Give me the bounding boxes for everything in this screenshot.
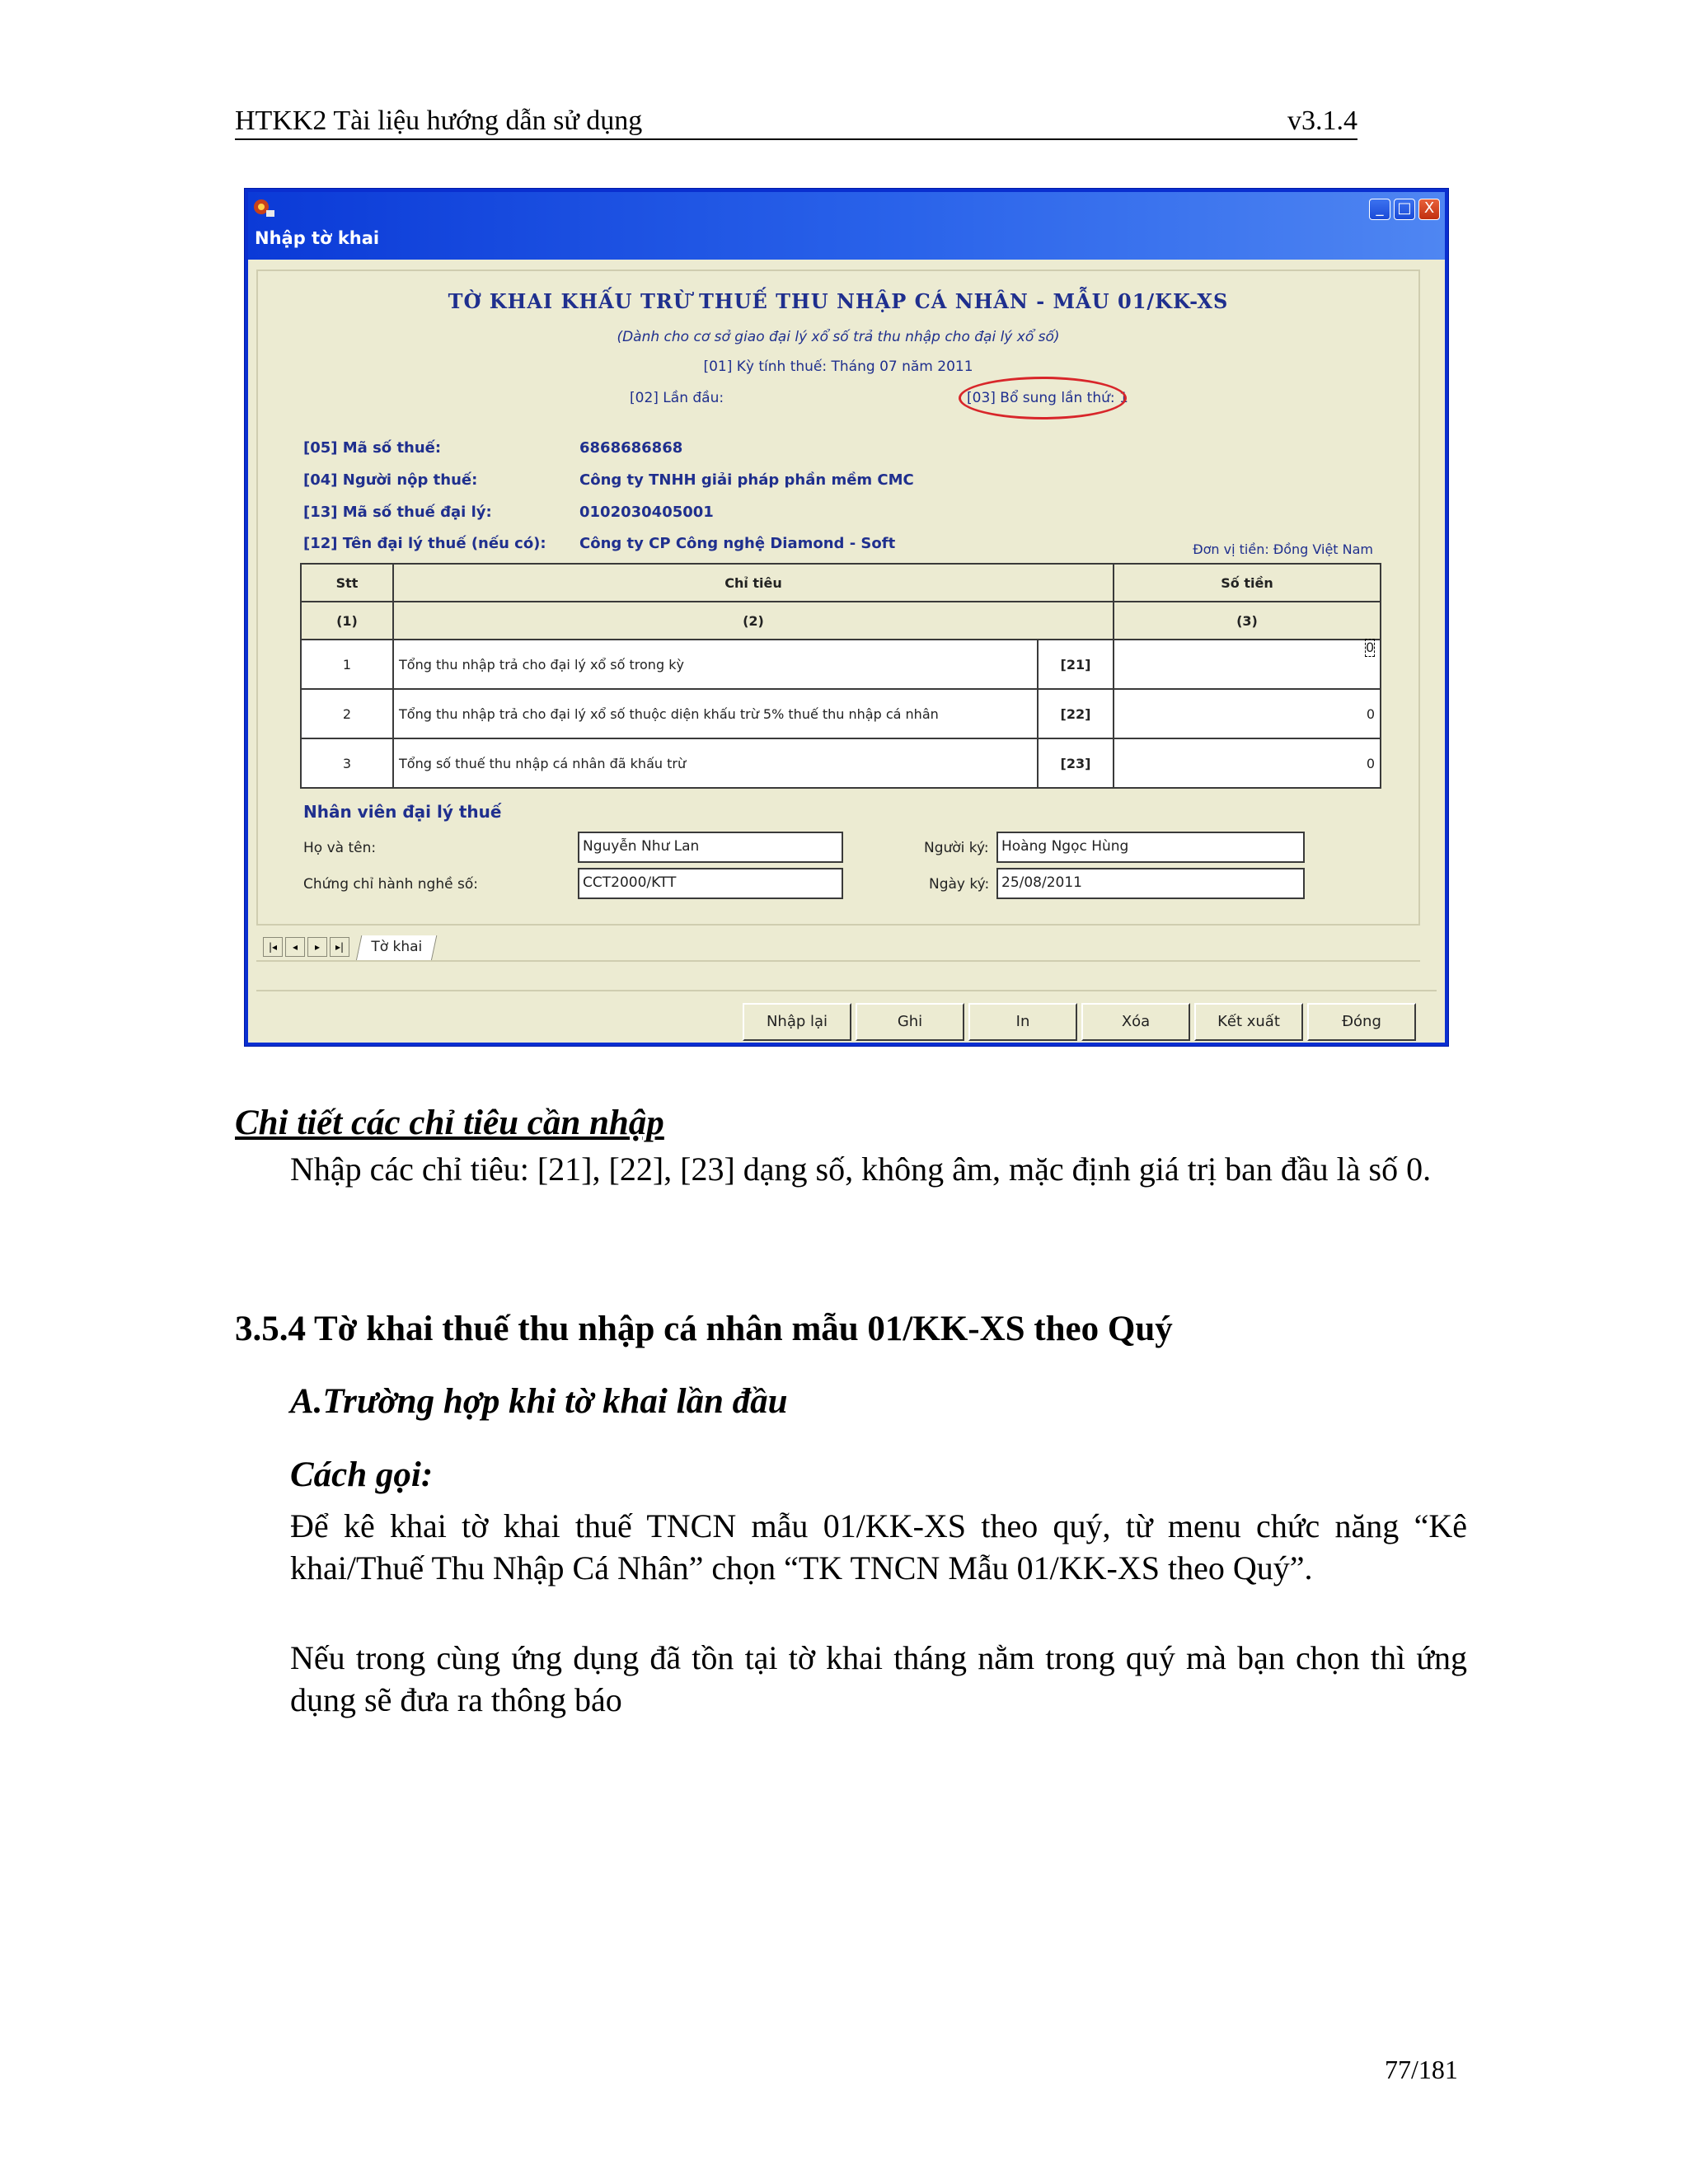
prev-sheet-button[interactable]: ◂ — [285, 937, 305, 957]
agent-name-label: [12] Tên đại lý thuế (nếu có): — [303, 535, 546, 552]
currency-unit: Đơn vị tiền: Đồng Việt Nam — [1193, 541, 1373, 557]
highlight-ellipse — [959, 377, 1127, 419]
row-amount: 0 — [1366, 639, 1375, 655]
header-amount: Số tiền — [1114, 564, 1381, 602]
sign-date-label: Ngày ký: — [929, 876, 990, 893]
window-title: Nhập tờ khai — [255, 228, 380, 248]
window-titlebar — [248, 192, 1445, 260]
call-text: Để kê khai tờ khai thuế TNCN mẫu 01/KK-XS theo quý, từ menu chức năng “Kê khai/Thuế Thu Nhập Cá Nhân” chọn “TK TNCN Mẫu 01/KK-XS theo Quý”. — [290, 1507, 1467, 1586]
next-sheet-button[interactable]: ▸ — [307, 937, 327, 957]
signer-input[interactable]: Hoàng Ngọc Hùng — [996, 832, 1305, 863]
doc-version: v3.1.4 — [1287, 105, 1357, 136]
form-title: TỜ KHAI KHẤU TRỪ THUẾ THU NHẬP CÁ NHÂN - MẪU 01/KK-XS — [448, 289, 1229, 313]
tab-label: Tờ khai — [371, 939, 423, 955]
sub-heading: A.Trường hợp khi tờ khai lần đầu — [290, 1382, 788, 1421]
header-stt: Stt — [301, 564, 393, 602]
table-header-row — [301, 564, 1381, 602]
page-header — [235, 105, 1357, 140]
row-desc: Tổng thu nhập trả cho đại lý xổ số thuộc diện khấu trừ 5% thuế thu nhập cá nhân — [393, 689, 1038, 738]
first-time-label: [02] Lần đầu: — [630, 390, 724, 406]
cert-number-label: Chứng chỉ hành nghề số: — [303, 876, 478, 893]
tab-to-khai[interactable] — [356, 935, 438, 961]
staff-name-input[interactable]: Nguyễn Như Lan — [578, 832, 843, 863]
row-stt: 2 — [301, 689, 393, 738]
subheader-1: (1) — [301, 602, 393, 640]
supplement-count: [03] Bổ sung lần thứ: 1 — [967, 390, 1128, 406]
amount-input-23[interactable]: 0 — [1114, 738, 1381, 788]
row-code: [22] — [1038, 689, 1114, 738]
tax-code-label: [05] Mã số thuế: — [303, 439, 442, 457]
signer-label: Người ký: — [924, 840, 989, 856]
sign-date-input[interactable]: 25/08/2011 — [996, 868, 1305, 899]
detail-text: Nhập các chỉ tiêu: [21], [22], [23] dạng số, không âm, mặc định giá trị ban đầu là số 0. — [290, 1151, 1432, 1188]
agent-name-value: Công ty CP Công nghệ Diamond - Soft — [579, 535, 896, 552]
amount-input-21[interactable] — [1114, 640, 1381, 689]
tax-code-value: 6868686868 — [579, 439, 683, 457]
button-separator — [256, 990, 1437, 991]
declaration-window — [244, 188, 1449, 1047]
row-desc: Tổng thu nhập trả cho đại lý xổ số trong kỳ — [393, 640, 1038, 689]
tax-period: [01] Kỳ tính thuế: Tháng 07 năm 2011 — [703, 359, 973, 375]
row-desc: Tổng số thuế thu nhập cá nhân đã khấu trừ — [393, 738, 1038, 788]
tab-divider — [256, 960, 1420, 962]
detail-heading: Chi tiết các chỉ tiêu cần nhập — [235, 1104, 664, 1142]
cert-number-input[interactable]: CCT2000/KTT — [578, 868, 843, 899]
subheader-3: (3) — [1114, 602, 1381, 640]
close-window-button[interactable]: X — [1418, 199, 1440, 220]
export-button[interactable]: Kết xuất — [1194, 1003, 1303, 1041]
close-button[interactable]: Đóng — [1307, 1003, 1416, 1041]
staff-name-label: Họ và tên: — [303, 840, 377, 856]
reset-button[interactable]: Nhập lại — [743, 1003, 851, 1041]
window-body — [248, 260, 1445, 1043]
form-panel — [256, 269, 1420, 926]
first-sheet-button[interactable]: |◂ — [263, 937, 283, 957]
minimize-button[interactable]: _ — [1369, 199, 1390, 220]
sheet-navigation — [256, 935, 1420, 960]
print-button[interactable]: In — [968, 1003, 1077, 1041]
form-subtitle: (Dành cho cơ sở giao đại lý xổ số trả thu nhập cho đại lý xổ số) — [617, 329, 1060, 345]
note-text: Nếu trong cùng ứng dụng đã tồn tại tờ khai tháng nằm trong quý mà bạn chọn thì ứng dụng sẽ đưa ra thông báo — [290, 1639, 1467, 1718]
amount-input-22[interactable]: 0 — [1114, 689, 1381, 738]
taxpayer-label: [04] Người nộp thuế: — [303, 471, 478, 489]
section-heading: 3.5.4 Tờ khai thuế thu nhập cá nhân mẫu 01/KK-XS theo Quý — [235, 1310, 1173, 1348]
row-code: [21] — [1038, 640, 1114, 689]
agent-tax-code-label: [13] Mã số thuế đại lý: — [303, 504, 492, 521]
header-indicator: Chỉ tiêu — [393, 564, 1114, 602]
table-row — [301, 640, 1381, 689]
table-row — [301, 689, 1381, 738]
declaration-table — [300, 563, 1381, 789]
row-stt: 1 — [301, 640, 393, 689]
agent-tax-code-value: 0102030405001 — [579, 504, 714, 521]
maximize-button[interactable]: □ — [1394, 199, 1415, 220]
last-sheet-button[interactable]: ▸| — [330, 937, 349, 957]
delete-button[interactable]: Xóa — [1081, 1003, 1190, 1041]
save-button[interactable]: Ghi — [856, 1003, 964, 1041]
subheader-2: (2) — [393, 602, 1114, 640]
doc-title: HTKK2 Tài liệu hướng dẫn sử dụng — [235, 105, 643, 136]
taxpayer-value: Công ty TNHH giải pháp phần mềm CMC — [579, 471, 914, 489]
page-number: 77/181 — [1385, 2055, 1458, 2084]
app-icon — [251, 197, 276, 218]
row-stt: 3 — [301, 738, 393, 788]
call-heading: Cách gọi: — [290, 1455, 434, 1494]
row-code: [23] — [1038, 738, 1114, 788]
table-subheader-row — [301, 602, 1381, 640]
table-row — [301, 738, 1381, 788]
staff-section-title: Nhân viên đại lý thuế — [303, 802, 502, 822]
